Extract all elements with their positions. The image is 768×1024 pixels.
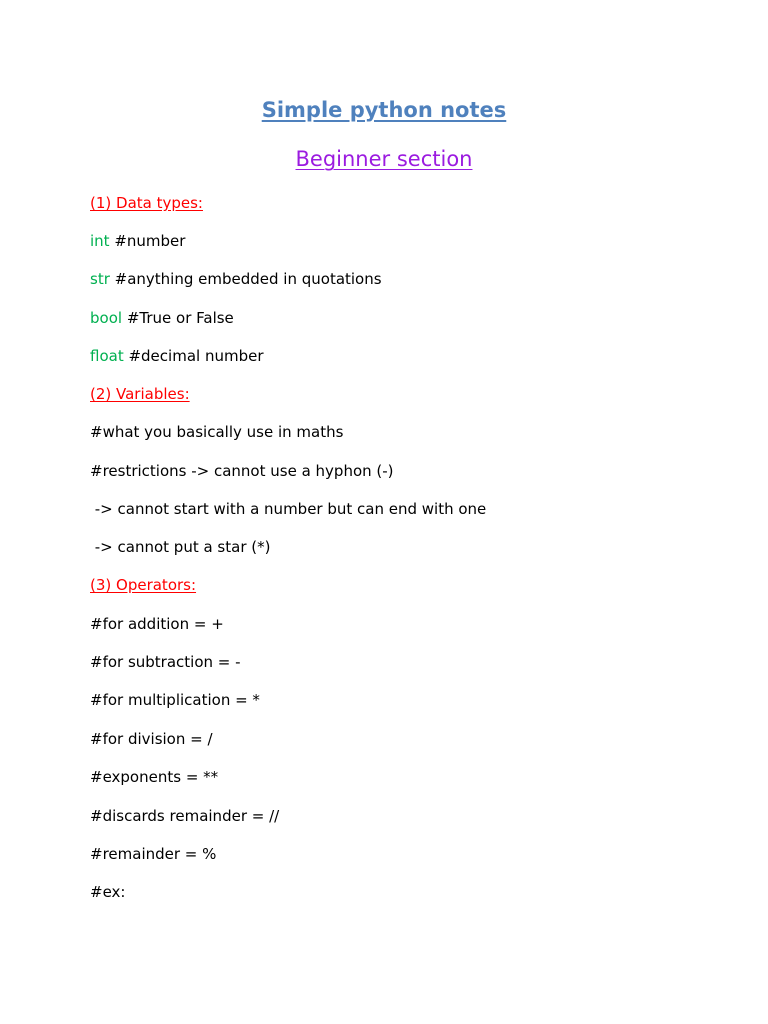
operator-line: #for multiplication = * (90, 691, 260, 709)
variables-note: #what you basically use in maths (90, 423, 344, 441)
type-note: #number (109, 232, 186, 250)
operators-heading: (3) Operators: (90, 576, 197, 594)
section-title: Beginner section (295, 147, 473, 171)
type-keyword: bool (90, 309, 123, 327)
page-title: Simple python notes (261, 98, 507, 122)
variables-restriction: -> cannot start with a number but can end with one (90, 500, 487, 518)
variables-restriction: -> cannot put a star (*) (90, 538, 271, 556)
type-keyword: int (90, 232, 110, 250)
operator-line: #for division = / (90, 730, 213, 748)
operator-line: #for addition = + (90, 615, 224, 633)
operator-line: #discards remainder = // (90, 807, 280, 825)
operator-line: #for subtraction = - (90, 653, 241, 671)
type-note: #anything embedded in quotations (109, 270, 382, 288)
operator-line: #exponents = ** (90, 768, 219, 786)
operator-line: #remainder = % (90, 845, 217, 863)
data-type-int (90, 231, 185, 251)
data-type-bool (90, 308, 234, 328)
data-type-str (90, 269, 382, 289)
data-types-heading: (1) Data types: (90, 194, 203, 212)
variables-heading: (2) Variables: (90, 385, 190, 403)
variables-restriction: #restrictions -> cannot use a hyphon (-) (90, 462, 394, 480)
data-type-float (90, 346, 264, 366)
type-keyword: float (90, 347, 124, 365)
type-note: #decimal number (123, 347, 264, 365)
type-keyword: str (90, 270, 110, 288)
type-note: #True or False (122, 309, 234, 327)
operator-line: #ex: (90, 883, 126, 901)
